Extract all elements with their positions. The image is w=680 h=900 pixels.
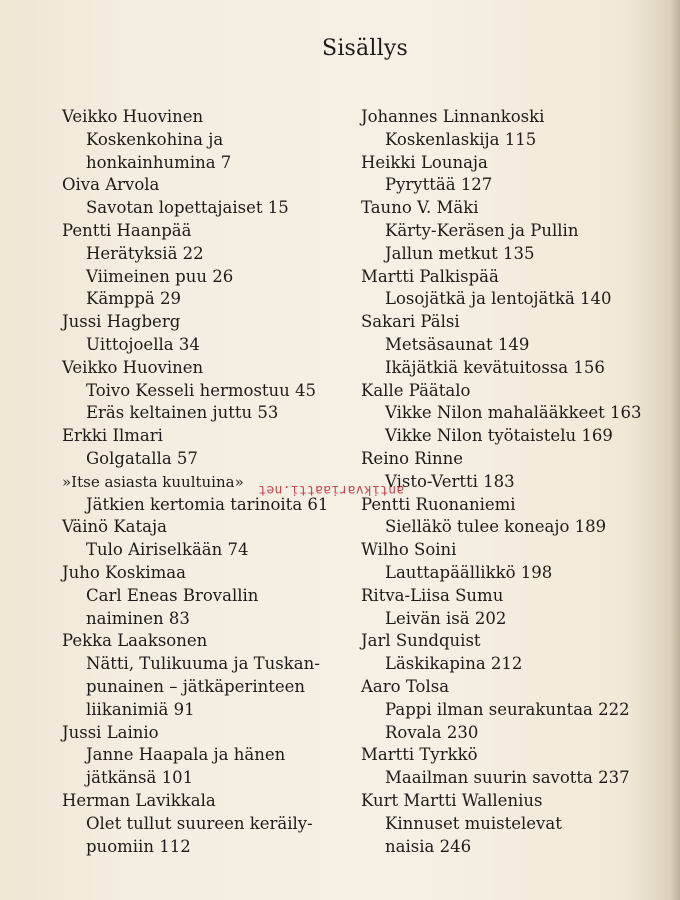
toc-entry (62, 722, 362, 790)
toc-work-line: Tulo Airiselkään 74 (86, 540, 249, 560)
toc-work-line: liikanimiä 91 (86, 699, 195, 719)
toc-entry (361, 539, 671, 585)
toc-author: Martti Palkispää (361, 266, 499, 286)
toc-work-line: Kämppä 29 (86, 289, 182, 309)
toc-work (62, 197, 362, 220)
toc-work (361, 767, 671, 790)
toc-entry (361, 266, 671, 312)
toc-work (62, 653, 362, 721)
toc-entry (361, 494, 671, 540)
toc-author: Kalle Päätalo (361, 380, 471, 400)
toc-entry (62, 357, 362, 425)
toc-work-line: honkainhumina 7 (86, 152, 232, 172)
toc-work (62, 243, 362, 266)
toc-work-line: Koskenlaskija 115 (385, 129, 537, 149)
toc-entry (361, 676, 671, 744)
toc-work (62, 813, 362, 859)
toc-author: Wilho Soini (361, 540, 457, 560)
toc-work (361, 174, 671, 197)
toc-author: Heikki Lounaja (361, 152, 488, 172)
toc-work-line: Jätkien kertomia tarinoita 61 (86, 494, 329, 514)
toc-entry (62, 174, 362, 220)
toc-work-line: Läskikapina 212 (385, 654, 523, 674)
toc-entry (62, 562, 362, 630)
watermark-stamp: antikvariaatti.net (258, 482, 405, 497)
toc-author: Pentti Ruonaniemi (361, 494, 516, 514)
toc-entry (361, 790, 671, 858)
toc-author: Jussi Hagberg (62, 312, 181, 332)
toc-work (361, 813, 671, 859)
toc-work-line: Sielläkö tulee koneajo 189 (385, 517, 607, 537)
toc-entry (62, 790, 362, 858)
toc-work-line: Maailman suurin savotta 237 (385, 768, 630, 788)
toc-author: Pekka Laaksonen (62, 631, 208, 651)
toc-author: Tauno V. Mäki (361, 198, 479, 218)
toc-work (361, 425, 671, 448)
toc-entry (62, 630, 362, 721)
toc-author: Erkki Ilmari (62, 426, 163, 446)
toc-author: Juho Koskimaa (62, 562, 186, 582)
toc-work-line: Kärty-Keräsen ja Pullin (385, 220, 579, 240)
toc-work-line: Losojätkä ja lentojätkä 140 (385, 289, 612, 309)
toc-work (62, 539, 362, 562)
toc-work (361, 129, 671, 152)
toc-work (62, 585, 362, 631)
toc-entry (62, 425, 362, 471)
toc-entry (361, 197, 671, 265)
toc-work (62, 288, 362, 311)
toc-work-line: Golgatalla 57 (86, 448, 198, 468)
toc-work (62, 402, 362, 425)
toc-entry (361, 380, 671, 448)
toc-work-line: Uittojoella 34 (86, 334, 200, 354)
toc-author: Reino Rinne (361, 448, 463, 468)
toc-work-line: Pappi ilman seurakuntaa 222 (385, 699, 630, 719)
toc-author: Väinö Kataja (62, 517, 167, 537)
toc-work-line: Toivo Kesseli hermostuu 45 (86, 380, 317, 400)
toc-author: Veikko Huovinen (62, 107, 204, 126)
toc-entry (361, 152, 671, 198)
toc-work-line: Pyryttää 127 (385, 175, 493, 195)
toc-work (62, 448, 362, 471)
toc-work (361, 288, 671, 311)
toc-entry (361, 585, 671, 631)
toc-author: Pentti Haanpää (62, 220, 192, 240)
toc-work (62, 380, 362, 403)
toc-work-line: Carl Eneas Brovallin (86, 585, 259, 605)
toc-entry (62, 106, 362, 174)
toc-author: Sakari Pälsi (361, 312, 460, 332)
toc-work (62, 334, 362, 357)
toc-entry (361, 106, 671, 152)
toc-work-line: Eräs keltainen juttu 53 (86, 403, 279, 423)
toc-work-line: Jallun metkut 135 (385, 243, 535, 263)
toc-work (361, 220, 671, 266)
toc-work-line: Leivän isä 202 (385, 608, 507, 628)
toc-work (361, 516, 671, 539)
toc-work-line: Vikke Nilon mahalääkkeet 163 (385, 403, 642, 423)
toc-work-line: puomiin 112 (86, 836, 191, 856)
toc-work-line: Ikäjätkiä kevätuitossa 156 (385, 357, 605, 377)
toc-work-line: Janne Haapala ja hänen (86, 745, 286, 765)
toc-author: Ritva-Liisa Sumu (361, 585, 504, 605)
toc-author: Jarl Sundquist (361, 631, 481, 651)
toc-entry (361, 744, 671, 790)
toc-author: Aaro Tolsa (361, 676, 450, 696)
toc-work-line: Vikke Nilon työtaistelu 169 (385, 426, 613, 446)
toc-work-line: Lauttapäällikkö 198 (385, 562, 553, 582)
toc-work (361, 653, 671, 676)
toc-work-line: Olet tullut suureen keräily- (86, 813, 313, 833)
toc-author: Martti Tyrkkö (361, 745, 478, 765)
toc-work (62, 744, 362, 790)
toc-work-line: Herätyksiä 22 (86, 243, 204, 263)
toc-entry (62, 311, 362, 357)
toc-work-line: Savotan lopettajaiset 15 (86, 198, 289, 218)
toc-entry (361, 311, 671, 379)
toc-work (361, 402, 671, 425)
toc-entry (361, 448, 671, 494)
toc-work-line: Rovala 230 (385, 722, 479, 742)
toc-work-line: Koskenkohina ja (86, 129, 224, 149)
toc-work (361, 357, 671, 380)
toc-right-column (361, 106, 671, 858)
toc-author: Johannes Linnankoski (361, 107, 545, 126)
toc-work (361, 608, 671, 631)
toc-work (361, 334, 671, 357)
toc-work-line: naiminen 83 (86, 608, 190, 628)
toc-author: »Itse asiasta kuultuina» (62, 472, 244, 491)
toc-author: Kurt Martti Wallenius (361, 790, 543, 810)
toc-entry (62, 516, 362, 562)
toc-work-line: Visto-Vertti 183 (385, 471, 515, 491)
toc-author: Veikko Huovinen (62, 357, 204, 377)
toc-work-line: Metsäsaunat 149 (385, 334, 530, 354)
toc-author: Oiva Arvola (62, 175, 160, 195)
toc-work (361, 699, 671, 722)
toc-work (62, 266, 362, 289)
page-title: Sisällys (322, 36, 408, 61)
page-edge-shadow (670, 0, 680, 900)
toc-work-line: punainen – jätkäperinteen (86, 676, 306, 696)
toc-work-line: jätkänsä 101 (86, 768, 194, 788)
toc-work (62, 129, 362, 175)
toc-author: Herman Lavikkala (62, 790, 216, 810)
toc-work-line: Nätti, Tulikuuma ja Tuskan- (86, 654, 320, 674)
toc-work-line: naisia 246 (385, 836, 472, 856)
toc-work (361, 722, 671, 745)
toc-work-line: Kinnuset muistelevat (385, 813, 562, 833)
toc-work-line: Viimeinen puu 26 (86, 266, 234, 286)
toc-entry (361, 630, 671, 676)
toc-work (361, 562, 671, 585)
toc-author: Jussi Lainio (62, 722, 159, 742)
toc-entry (62, 220, 362, 311)
toc-work (361, 471, 671, 494)
